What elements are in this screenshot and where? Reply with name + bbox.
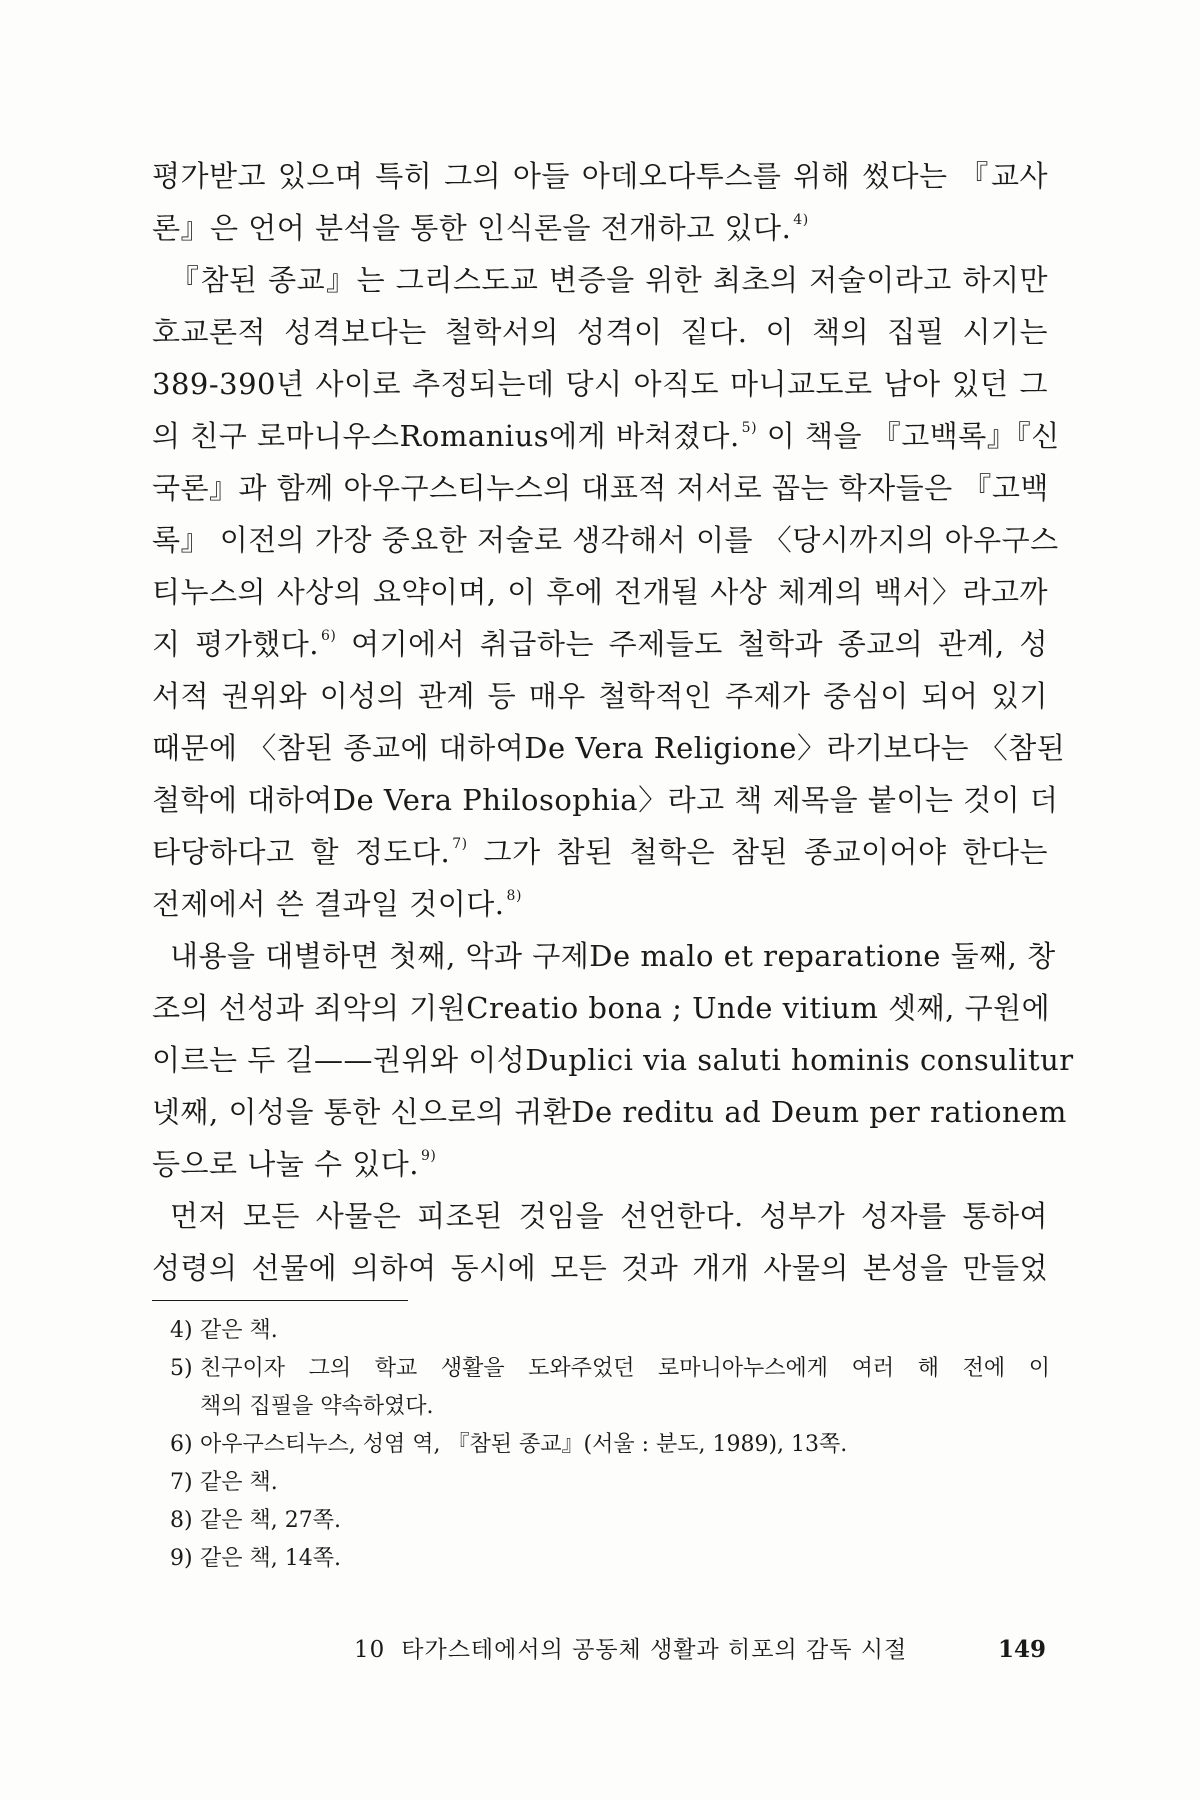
footnote-number: 5) [170,1356,193,1381]
footnote-ref[interactable]: 4) [793,212,809,228]
footnote-text: 같은 책, 27쪽. [200,1508,341,1533]
footnote-text: 아우구스티누스, 성염 역, 『참된 종교』(서울 : 분도, 1989), 13쪽. [200,1432,848,1457]
paragraph-4 [152,1190,1048,1294]
text-line: 호교론적 성격보다는 철학서의 성격이 짙다. 이 책의 집필 시기는 [152,315,1048,349]
text-line: 389-390년 사이로 추정되는데 당시 아직도 마니교도로 남아 있던 그 [152,367,1048,401]
footnote-number: 6) [170,1432,193,1457]
footnote-ref[interactable]: 5) [741,420,758,436]
footnote-number: 8) [170,1508,193,1533]
page-number: 149 [997,1636,1046,1663]
footnote-divider [152,1300,408,1301]
footnote-number: 7) [170,1470,193,1495]
text-line: 의 친구 로마니우스Romanius에게 바쳐졌다. $^{5)}$ 이 책을 『고백록』『신 [152,419,1060,453]
text-line: 전제에서 쓴 결과일 것이다. $^{8)}$ [152,887,522,921]
text-line: 때문에 〈참된 종교에 대하여De Vera Religione〉라기보다는 〈참된 [152,731,1066,765]
body-text [152,150,1074,1294]
chapter-title: 타가스테에서의 공동체 생활과 히포의 감독 시절 [401,1637,908,1663]
footnote-item [170,1502,1050,1540]
text-line: 철학에 대하여De Vera Philosophia〉라고 책 제목을 붙이는 것이 더 [152,783,1059,817]
footnote-item [170,1464,1050,1502]
text-line: 등으로 나눌 수 있다. $^{9)}$ [152,1147,437,1181]
text-line: 국론』과 함께 아우구스티누스의 대표적 저서로 꼽는 학자들은 『고백 [152,471,1049,505]
footnote-number: 9) [170,1546,193,1571]
text-line: 넷째, 이성을 통한 신으로의 귀환De reditu ad Deum per rationem [152,1095,1067,1129]
footnote-text: 같은 책. [200,1470,278,1495]
footnote-text: 같은 책, 14쪽. [200,1546,341,1571]
paragraph-2 [152,254,1066,930]
footnote-text: 친구이자 그의 학교 생활을 도와주었던 로마니아누스에게 여러 해 전에 이 [200,1356,1050,1381]
footnote-item [170,1350,1050,1426]
text-line: 이르는 두 길——권위와 이성Duplici via saluti hominis consulitur [152,1043,1074,1077]
paragraph-3 [152,930,1074,1190]
text-line: 서적 권위와 이성의 관계 등 매우 철학적인 주제가 중심이 되어 있기 [152,679,1048,713]
footnote-number: 4) [170,1318,193,1343]
footnotes [170,1312,1050,1578]
text-line: 티누스의 사상의 요약이며, 이 후에 전개될 사상 체계의 백서〉라고까 [152,575,1048,609]
text-line: 『참된 종교』는 그리스도교 변증을 위한 최초의 저술이라고 하지만 [170,263,1048,297]
footnote-ref[interactable]: 9) [421,1148,437,1164]
footnote-item [170,1540,1050,1578]
text-line: 성령의 선물에 의하여 동시에 모든 것과 개개 사물의 본성을 만들었 [152,1251,1048,1285]
text-line: 록』 이전의 가장 중요한 저술로 생각해서 이를 〈당시까지의 아우구스 [152,523,1059,557]
text-line: 지 평가했다. $^{6)}$ 여기에서 취급하는 주제들도 철학과 종교의 관계, 성 [152,627,1048,661]
footnote-ref[interactable]: 7) [452,836,468,852]
text-line: 내용을 대별하면 첫째, 악과 구제De malo et reparatione 둘째, 창 [170,939,1056,973]
chapter-number: 10 [354,1637,386,1663]
text-line: 타당하다고 할 정도다. $^{7)}$ 그가 참된 철학은 참된 종교이어야 한다는 [152,835,1048,869]
running-footer [354,1630,1046,1670]
text-line: 먼저 모든 사물은 피조된 것임을 선언한다. 성부가 성자를 통하여 [170,1199,1048,1233]
footnote-ref[interactable]: 6) [321,628,337,644]
text-line: 평가받고 있으며 특히 그의 아들 아데오다투스를 위해 썼다는 『교사 [152,159,1048,193]
footnote-item [170,1312,1050,1350]
text-line: 조의 선성과 죄악의 기원Creatio bona ; Unde vitium 셋째, 구원에 [152,991,1051,1025]
text-line: 론』은 언어 분석을 통한 인식론을 전개하고 있다. $^{4)}$ [152,211,809,245]
footnote-ref[interactable]: 8) [506,888,522,904]
paragraph-1 [152,150,1048,254]
footnote-text: 같은 책. [200,1318,278,1343]
footnote-item [170,1426,1050,1464]
footnote-text: 책의 집필을 약속하였다. [200,1394,434,1419]
